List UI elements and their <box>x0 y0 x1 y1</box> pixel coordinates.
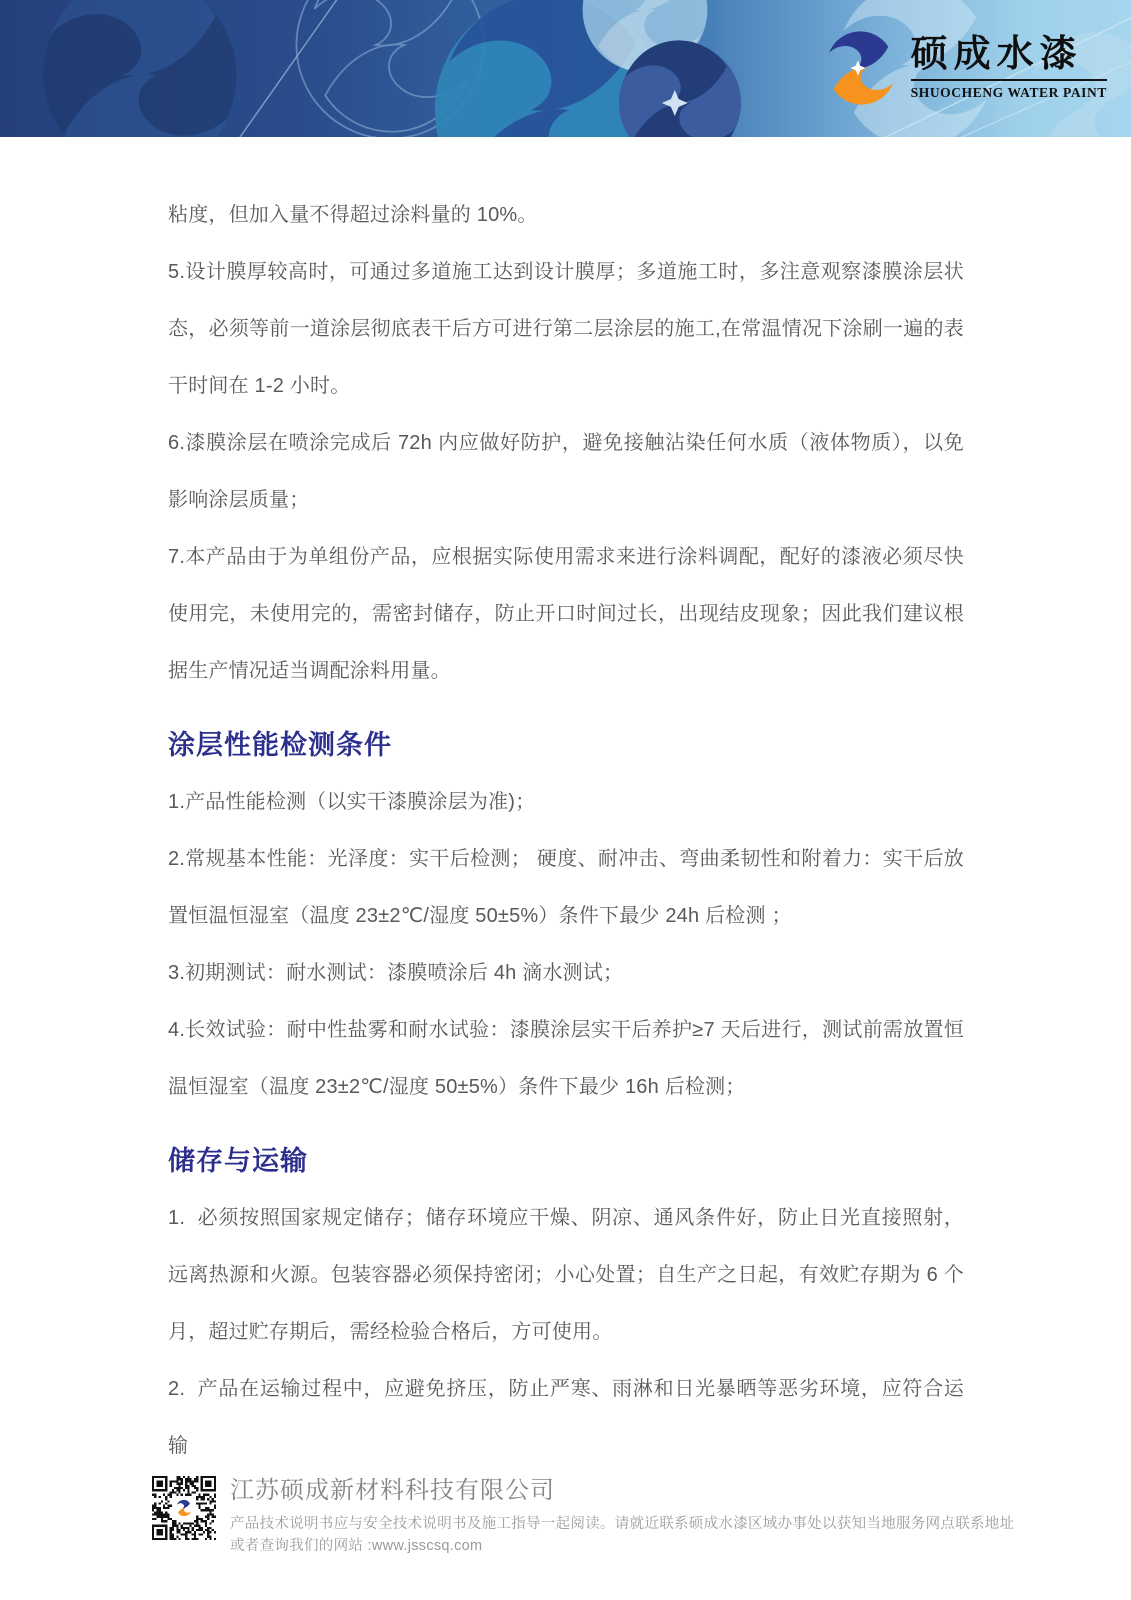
company-name: 江苏硕成新材料科技有限公司 <box>230 1477 555 1504</box>
footer-note-line2: 或者查询我们的网站 :www.jsscsq.com <box>230 1538 483 1554</box>
paragraph: 粘度，但加入量不得超过涂料量的 10%。 <box>168 204 538 226</box>
brand-logo <box>823 30 1107 106</box>
header-banner <box>0 0 1131 137</box>
list-item: 2.常规基本性能：光泽度：实干后检测； 硬度、耐冲击、弯曲柔韧性和附着力：实干后放置恒温恒湿室（温度 23±2℃/湿度 50±5%）条件下最少 24h 后检测 ； <box>168 848 964 927</box>
footer <box>152 1476 1112 1557</box>
section-heading-storage-transport: 储存与运输 <box>168 1146 308 1176</box>
list-item: 1. 必须按照国家规定储存；储存环境应干燥、阴凉、通风条件好，防止日光直接照射，远离热源和火源。包装容器必须保持密闭；小心处置；自生产之日起，有效贮存期为 6 个月，超过贮存期后，需经检验合格后，方可使用。 <box>168 1207 964 1343</box>
list-item: 1.产品性能检测（以实干漆膜涂层为准)； <box>168 791 536 813</box>
brand-divider-line <box>911 79 1107 81</box>
section-heading-coating-test-conditions: 涂层性能检测条件 <box>168 730 392 760</box>
paragraph: 6.漆膜涂层在喷涂完成后 72h 内应做好防护，避免接触沾染任何水质（液体物质），以免影响涂层质量； <box>168 432 964 511</box>
qr-code <box>152 1476 216 1540</box>
brand-name-english: SHUOCHENG WATER PAINT <box>910 84 1107 100</box>
list-item: 3.初期测试：耐水测试：漆膜喷涂后 4h 滴水测试； <box>168 962 624 984</box>
paragraph: 5.设计膜厚较高时，可通过多道施工达到设计膜厚；多道施工时，多注意观察漆膜涂层状态，必须等前一道涂层彻底表干后方可进行第二层涂层的施工,在常温情况下涂刷一遍的表干时间在 1-2 小时。 <box>168 261 964 397</box>
brand-name-chinese: 硕成水漆 <box>910 34 1083 76</box>
list-item: 2. 产品在运输过程中，应避免挤压，防止严寒、雨淋和日光暴晒等恶劣环境，应符合运输 <box>168 1378 964 1457</box>
footer-note-line1: 产品技术说明书应与安全技术说明书及施工指导一起阅读。请就近联系硕成水漆区域办事处以获知当地服务网点联系地址 <box>230 1516 1015 1532</box>
list-item: 4.长效试验：耐中性盐雾和耐水试验：漆膜涂层实干后养护≥7 天后进行，测试前需放置恒温恒湿室（温度 23±2℃/湿度 50±5%）条件下最少 16h 后检测； <box>168 1019 964 1098</box>
brand-logo-icon <box>823 30 899 106</box>
document-body <box>168 137 964 1475</box>
paragraph: 7.本产品由于为单组份产品，应根据实际使用需求来进行涂料调配，配好的漆液必须尽快使用完，未使用完的，需密封储存，防止开口时间过长，出现结皮现象；因此我们建议根据生产情况适当调配涂料用量。 <box>168 546 964 682</box>
